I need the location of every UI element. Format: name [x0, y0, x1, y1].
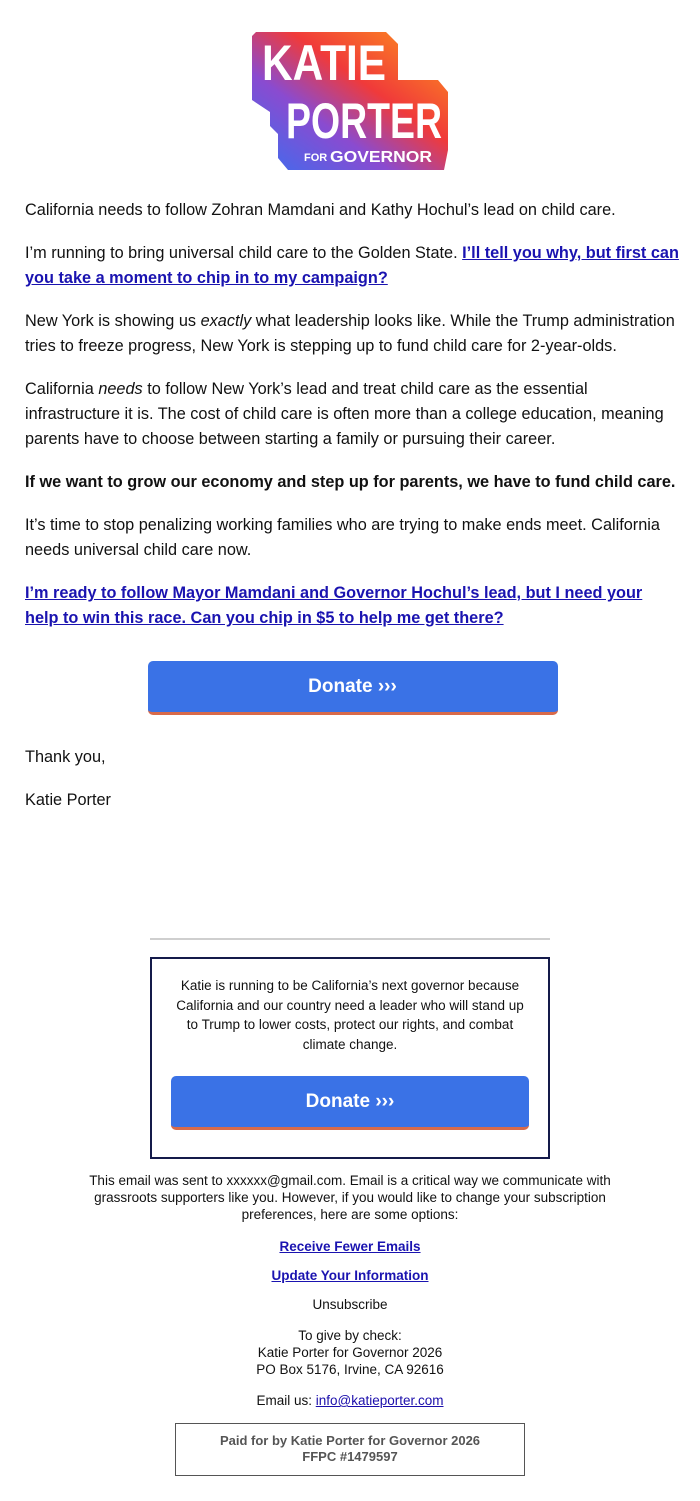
unsubscribe-link[interactable]: Unsubscribe: [312, 1297, 388, 1312]
svg-text:FOR: FOR: [304, 152, 328, 164]
paragraph-bold: If we want to grow our economy and step up for parents, we have to fund child care.: [25, 473, 676, 491]
receive-fewer-emails-link[interactable]: Receive Fewer Emails: [279, 1239, 421, 1254]
email-contact: Email us: info@katieporter.com: [256, 1393, 444, 1408]
campaign-info-box: [150, 957, 550, 1159]
donate-button[interactable]: Donate ›››: [148, 661, 558, 715]
update-information-link[interactable]: Update Your Information: [271, 1268, 429, 1283]
paragraph-ask: [25, 581, 680, 631]
subscription-notice: This email was sent to xxxxxx@gmail.com. Email is a critical way we communicate with grassroots supporters like you. However, if you would like to change your subscription preferences, here are some options:: [89, 1173, 611, 1222]
footer: [60, 1172, 640, 1476]
check-address: To give by check: Katie Porter for Governor 2026 PO Box 5176, Irvine, CA 92616: [256, 1328, 444, 1377]
chip-in-link[interactable]: I’ll tell you why, but first can you take a moment to chip in to my campaign?: [25, 244, 679, 287]
campaign-info-text: Katie is running to be California’s next governor because California and our country need a leader who will stand up to Trump to lower costs, protect our rights, and combat climate change.: [176, 978, 524, 1052]
svg-text:KATIE: KATIE: [262, 35, 386, 91]
paragraph-running: I’m running to bring universal child care to the Golden State. I’ll tell you why, but first can you take a moment to chip in to my campaign?: [25, 244, 679, 287]
signature: Katie Porter: [25, 791, 111, 809]
katie-porter-logo: [248, 30, 452, 172]
svg-text:GOVERNOR: GOVERNOR: [330, 149, 433, 166]
email-link[interactable]: info@katieporter.com: [315, 1393, 444, 1408]
svg-text:PORTER: PORTER: [286, 93, 442, 149]
closing: Thank you,: [25, 748, 106, 766]
email-body: [25, 198, 680, 831]
paid-for-disclaimer: Paid for by Katie Porter for Governor 2026 FFPC #1479597: [175, 1423, 525, 1476]
donate-button-secondary[interactable]: Donate ›››: [171, 1076, 529, 1130]
paragraph-california: California needs to follow New York’s lead and treat child care as the essential infrastructure it is. The cost of child care is often more than a college education, meaning parents have to choose between starting a family or pursuing their career.: [25, 380, 664, 448]
paragraph-time: It’s time to stop penalizing working families who are trying to make ends meet. California needs universal child care now.: [25, 516, 660, 559]
paragraph-new-york: New York is showing us exactly what leadership looks like. While the Trump administration tries to freeze progress, New York is stepping up to fund child care for 2-year-olds.: [25, 312, 675, 355]
paragraph-intro: California needs to follow Zohran Mamdani and Kathy Hochul’s lead on child care.: [25, 201, 616, 219]
chip-in-5-link[interactable]: I’m ready to follow Mayor Mamdani and Governor Hochul’s lead, but I need your help to win this race. Can you chip in $5 to help me get there?: [25, 584, 643, 627]
divider: [150, 938, 550, 940]
